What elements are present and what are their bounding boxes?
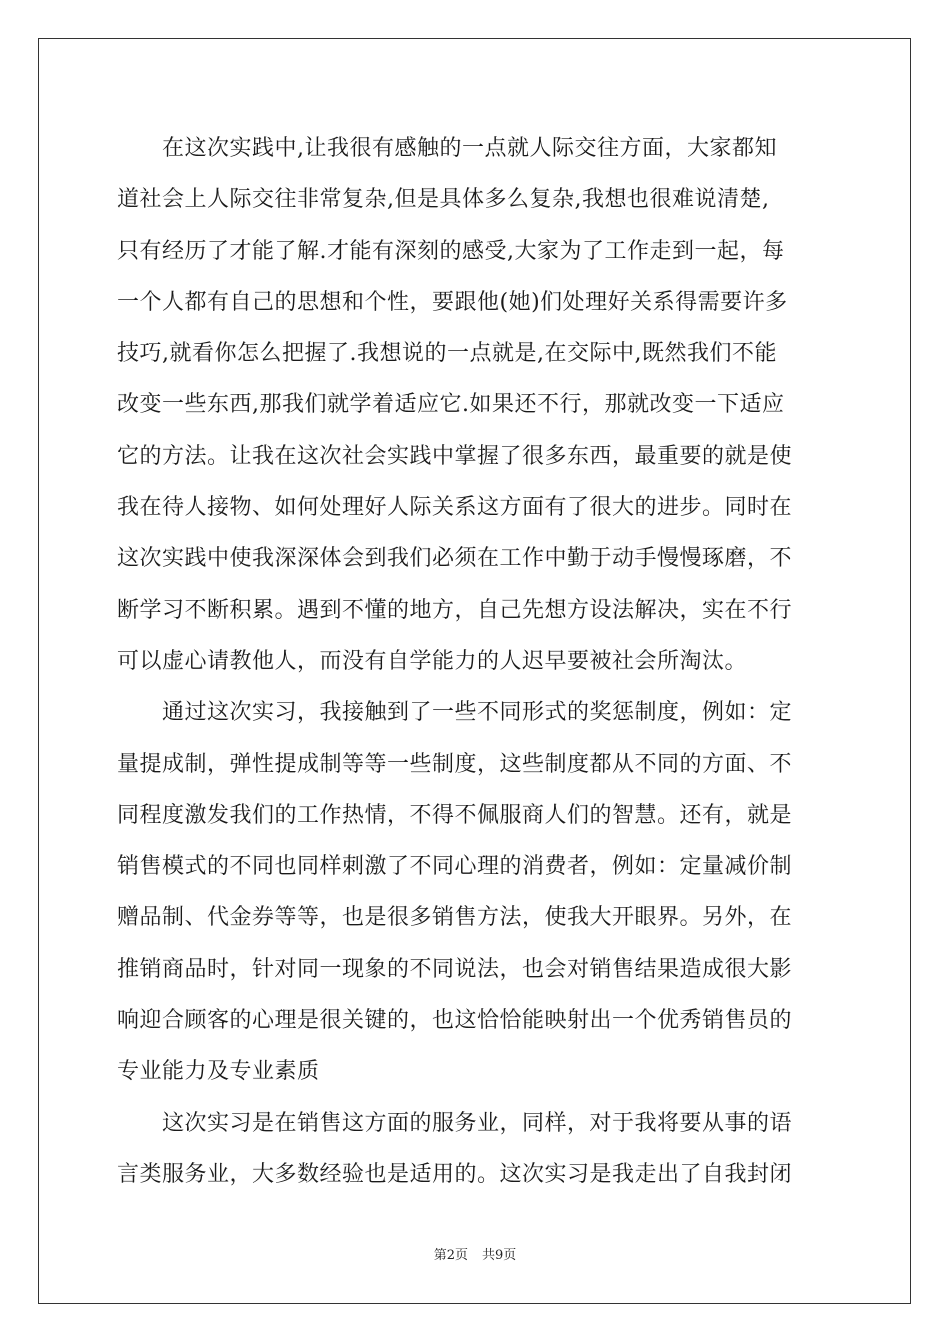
page-footer <box>0 1244 950 1263</box>
page-number-current: 第2页 <box>433 1248 468 1263</box>
text-line: 推销商品时，针对同一现象的不同说法，也会对销售结果造成很大影 <box>117 956 793 982</box>
text-line: 我在待人接物、如何处理好人际关系这方面有了很大的进步。同时在 <box>117 495 793 521</box>
text-line: 道社会上人际交往非常复杂,但是具体多么复杂,我想也很难说清楚, <box>117 187 770 213</box>
text-line: 量提成制，弹性提成制等等一些制度，这些制度都从不同的方面、不 <box>117 751 793 777</box>
text-line: 断学习不断积累。遇到不懂的地方，自己先想方设法解决，实在不行 <box>117 597 793 623</box>
text-line: 在这次实践中,让我很有感触的一点就人际交往方面，大家都知 <box>117 136 777 161</box>
text-line: 响迎合顾客的心理是很关键的，也这恰恰能映射出一个优秀销售员的 <box>117 1008 793 1034</box>
text-line: 通过这次实习，我接触到了一些不同形式的奖惩制度，例如：定 <box>117 700 793 726</box>
text-line: 它的方法。让我在这次社会实践中掌握了很多东西，最重要的就是使 <box>117 443 793 469</box>
text-line: 言类服务业，大多数经验也是适用的。这次实习是我走出了自我封闭 <box>117 1161 793 1187</box>
text-line: 赠品制、代金券等等，也是很多销售方法，使我大开眼界。另外，在 <box>117 905 793 931</box>
text-line: 这次实习是在销售这方面的服务业，同样，对于我将要从事的语 <box>117 1110 793 1136</box>
text-line: 改变一些东西,那我们就学着适应它.如果还不行，那就改变一下适应 <box>117 392 785 418</box>
text-line: 这次实践中使我深深体会到我们必须在工作中勤于动手慢慢琢磨，不 <box>117 546 793 572</box>
text-line: 同程度激发我们的工作热情，不得不佩服商人们的智慧。还有，就是 <box>117 802 793 828</box>
text-line: 销售模式的不同也同样刺激了不同心理的消费者，例如：定量减价制 <box>117 854 793 880</box>
text-line: 技巧,就看你怎么把握了.我想说的一点就是,在交际中,既然我们不能 <box>117 341 777 367</box>
text-line: 一个人都有自己的思想和个性，要跟他(她)们处理好关系得需要许多 <box>117 289 788 315</box>
text-line: 专业能力及专业素质 <box>117 1059 320 1085</box>
text-line: 只有经历了才能了解.才能有深刻的感受,大家为了工作走到一起，每 <box>117 238 785 264</box>
document-body <box>117 123 833 1200</box>
text-line: 可以虚心请教他人，而没有自学能力的人迟早要被社会所淘汰。 <box>117 648 748 674</box>
page-number-total: 共9页 <box>482 1248 517 1263</box>
